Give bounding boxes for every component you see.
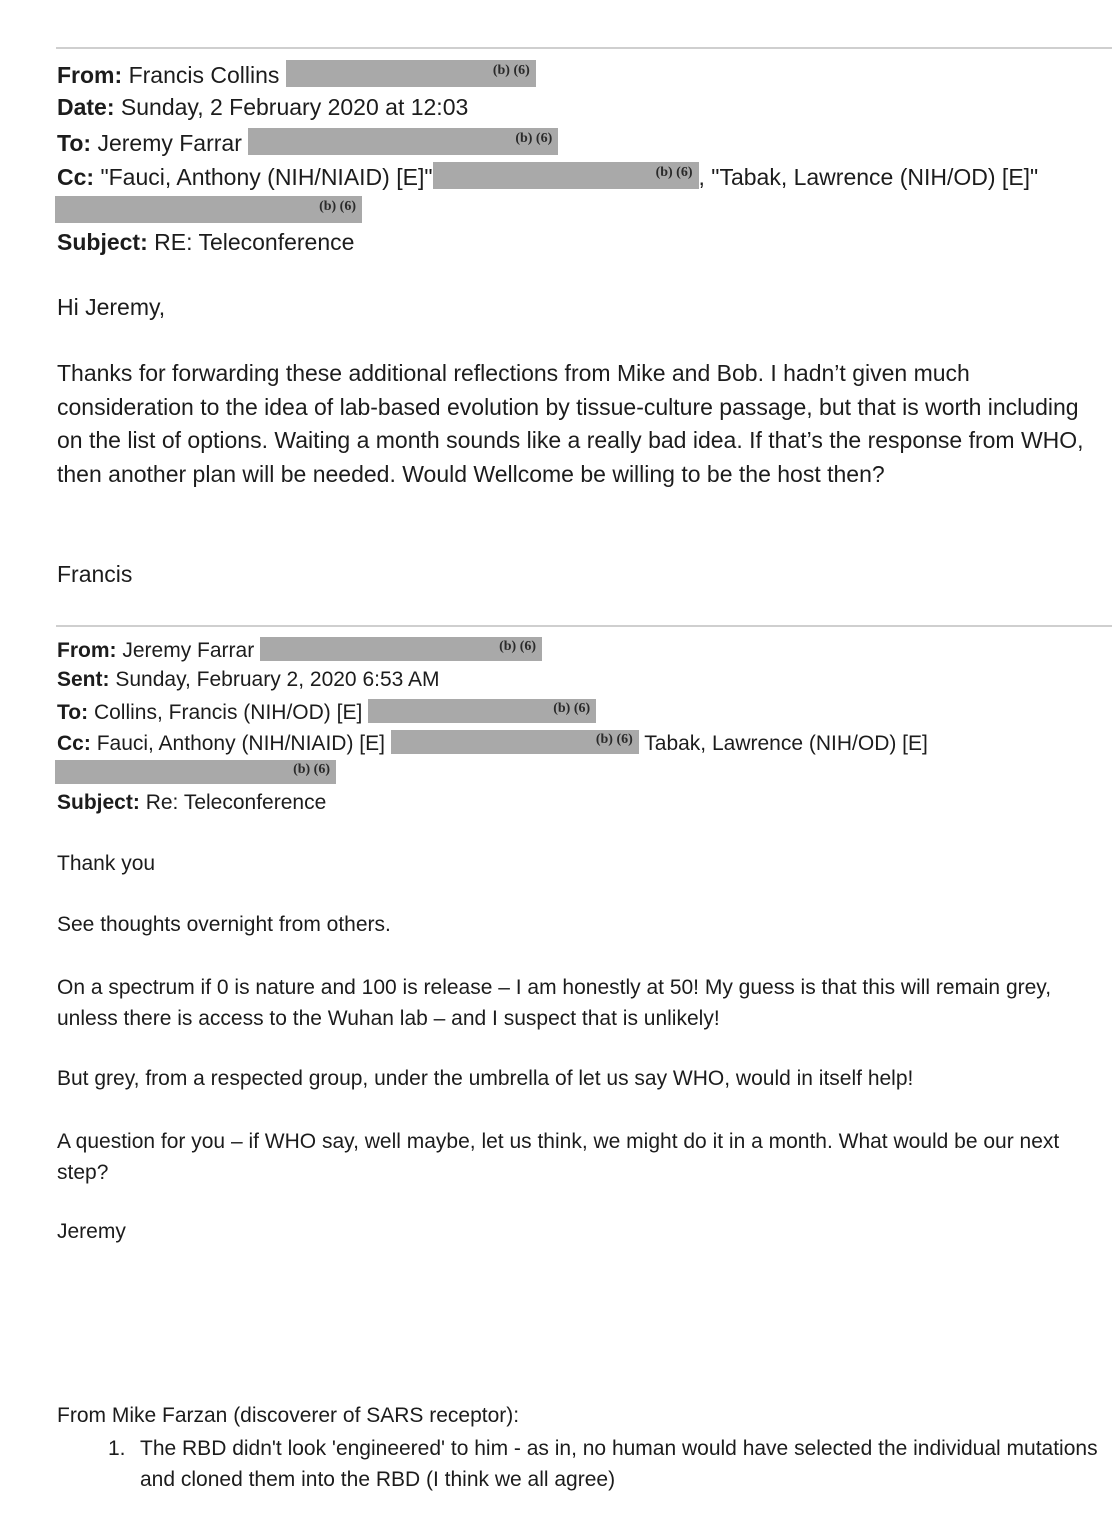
redaction-code: (b) (6) <box>553 701 591 716</box>
email1-from-line <box>57 60 536 89</box>
email1-signature: Francis <box>57 561 133 587</box>
to-value: Collins, Francis (NIH/OD) [E] <box>93 701 363 724</box>
email2-cc-continuation <box>55 760 336 786</box>
from-label: From: <box>57 62 123 88</box>
redaction-code: (b) (6) <box>319 199 356 214</box>
cc-label: Cc: <box>57 732 91 755</box>
forward-intro: From Mike Farzan (discoverer of SARS receptor): <box>57 1404 520 1427</box>
email1-greeting: Hi Jeremy, <box>57 294 166 320</box>
date-value: Sunday, 2 February 2020 at 12:03 <box>120 94 469 120</box>
email2-subject-line <box>57 791 326 815</box>
email1-to-line <box>57 128 558 157</box>
to-value: Jeremy Farrar <box>97 130 242 156</box>
email2-from-line <box>57 637 542 663</box>
email2-paragraph-2: See thoughts overnight from others. <box>57 913 391 936</box>
list-item-text: The RBD didn't look 'engineered' to him - as in, no human would have selected the individual mutations and cloned them into the RBD (I think we all agree) <box>140 1437 1098 1491</box>
email1-cc-line <box>57 162 1038 191</box>
sent-value: Sunday, February 2, 2020 6:53 AM <box>115 668 440 691</box>
from-value: Jeremy Farrar <box>122 639 255 662</box>
subject-value: RE: Teleconference <box>154 229 355 255</box>
redaction-box <box>55 196 362 223</box>
email2-paragraph-3: On a spectrum if 0 is nature and 100 is release – I am honestly at 50! My guess is that this will remain grey, unless there is access to the Wuhan lab – and I suspect that is unlikely! <box>57 976 1052 1030</box>
subject-label: Subject: <box>57 229 148 255</box>
list-item-number: 1. <box>108 1437 126 1460</box>
redaction-box <box>286 60 536 87</box>
cc-value-2: , "Tabak, Lawrence (NIH/OD) [E]" <box>698 164 1039 190</box>
date-label: Date: <box>57 94 115 120</box>
redaction-code: (b) (6) <box>515 131 553 146</box>
separator-top <box>56 47 1112 49</box>
email2-cc-line <box>57 730 928 756</box>
subject-label: Subject: <box>57 791 140 814</box>
email2-signature: Jeremy <box>57 1220 126 1243</box>
redaction-box <box>433 162 699 189</box>
redaction-code: (b) (6) <box>595 732 633 747</box>
redaction-box <box>391 730 639 754</box>
email2-paragraph-5: A question for you – if WHO say, well maybe, let us think, we might do it in a month. What would be our next step? <box>57 1130 1060 1184</box>
to-label: To: <box>57 701 89 724</box>
sent-label: Sent: <box>57 668 110 691</box>
email2-paragraph-4: But grey, from a respected group, under the umbrella of let us say WHO, would in itself help! <box>57 1067 914 1090</box>
redaction-code: (b) (6) <box>499 639 537 654</box>
redaction-box <box>260 637 542 661</box>
separator-middle <box>56 625 1112 627</box>
subject-value: Re: Teleconference <box>145 791 327 814</box>
cc-label: Cc: <box>57 164 95 190</box>
email2-paragraph-1: Thank you <box>57 852 156 875</box>
to-label: To: <box>57 130 92 156</box>
cc-value-2: Tabak, Lawrence (NIH/OD) [E] <box>644 732 928 755</box>
redaction-box <box>248 128 558 155</box>
from-value: Francis Collins <box>128 62 280 88</box>
redaction-box <box>368 699 596 723</box>
redaction-code: (b) (6) <box>293 762 330 777</box>
email2-sent-line <box>57 668 440 692</box>
from-label: From: <box>57 639 117 662</box>
email2-to-line <box>57 699 596 725</box>
cc-value-1: Fauci, Anthony (NIH/NIAID) [E] <box>96 732 385 755</box>
email1-paragraph: Thanks for forwarding these additional reflections from Mike and Bob. I hadn’t given much consideration to the idea of lab-based evolution by tissue-culture passage, but that is worth including on the list of options. Waiting a month sounds like a really bad idea. If that’s the response from WHO, then another plan will be needed. Would Wellcome be willing to be the host then? <box>57 360 1084 487</box>
redaction-code: (b) (6) <box>492 63 530 78</box>
redaction-code: (b) (6) <box>655 165 693 180</box>
email1-cc-continuation <box>55 196 362 225</box>
cc-value-1: "Fauci, Anthony (NIH/NIAID) [E]" <box>100 164 433 190</box>
email1-subject-line <box>57 229 354 256</box>
email1-date-line <box>57 94 468 121</box>
redaction-box <box>55 760 336 784</box>
